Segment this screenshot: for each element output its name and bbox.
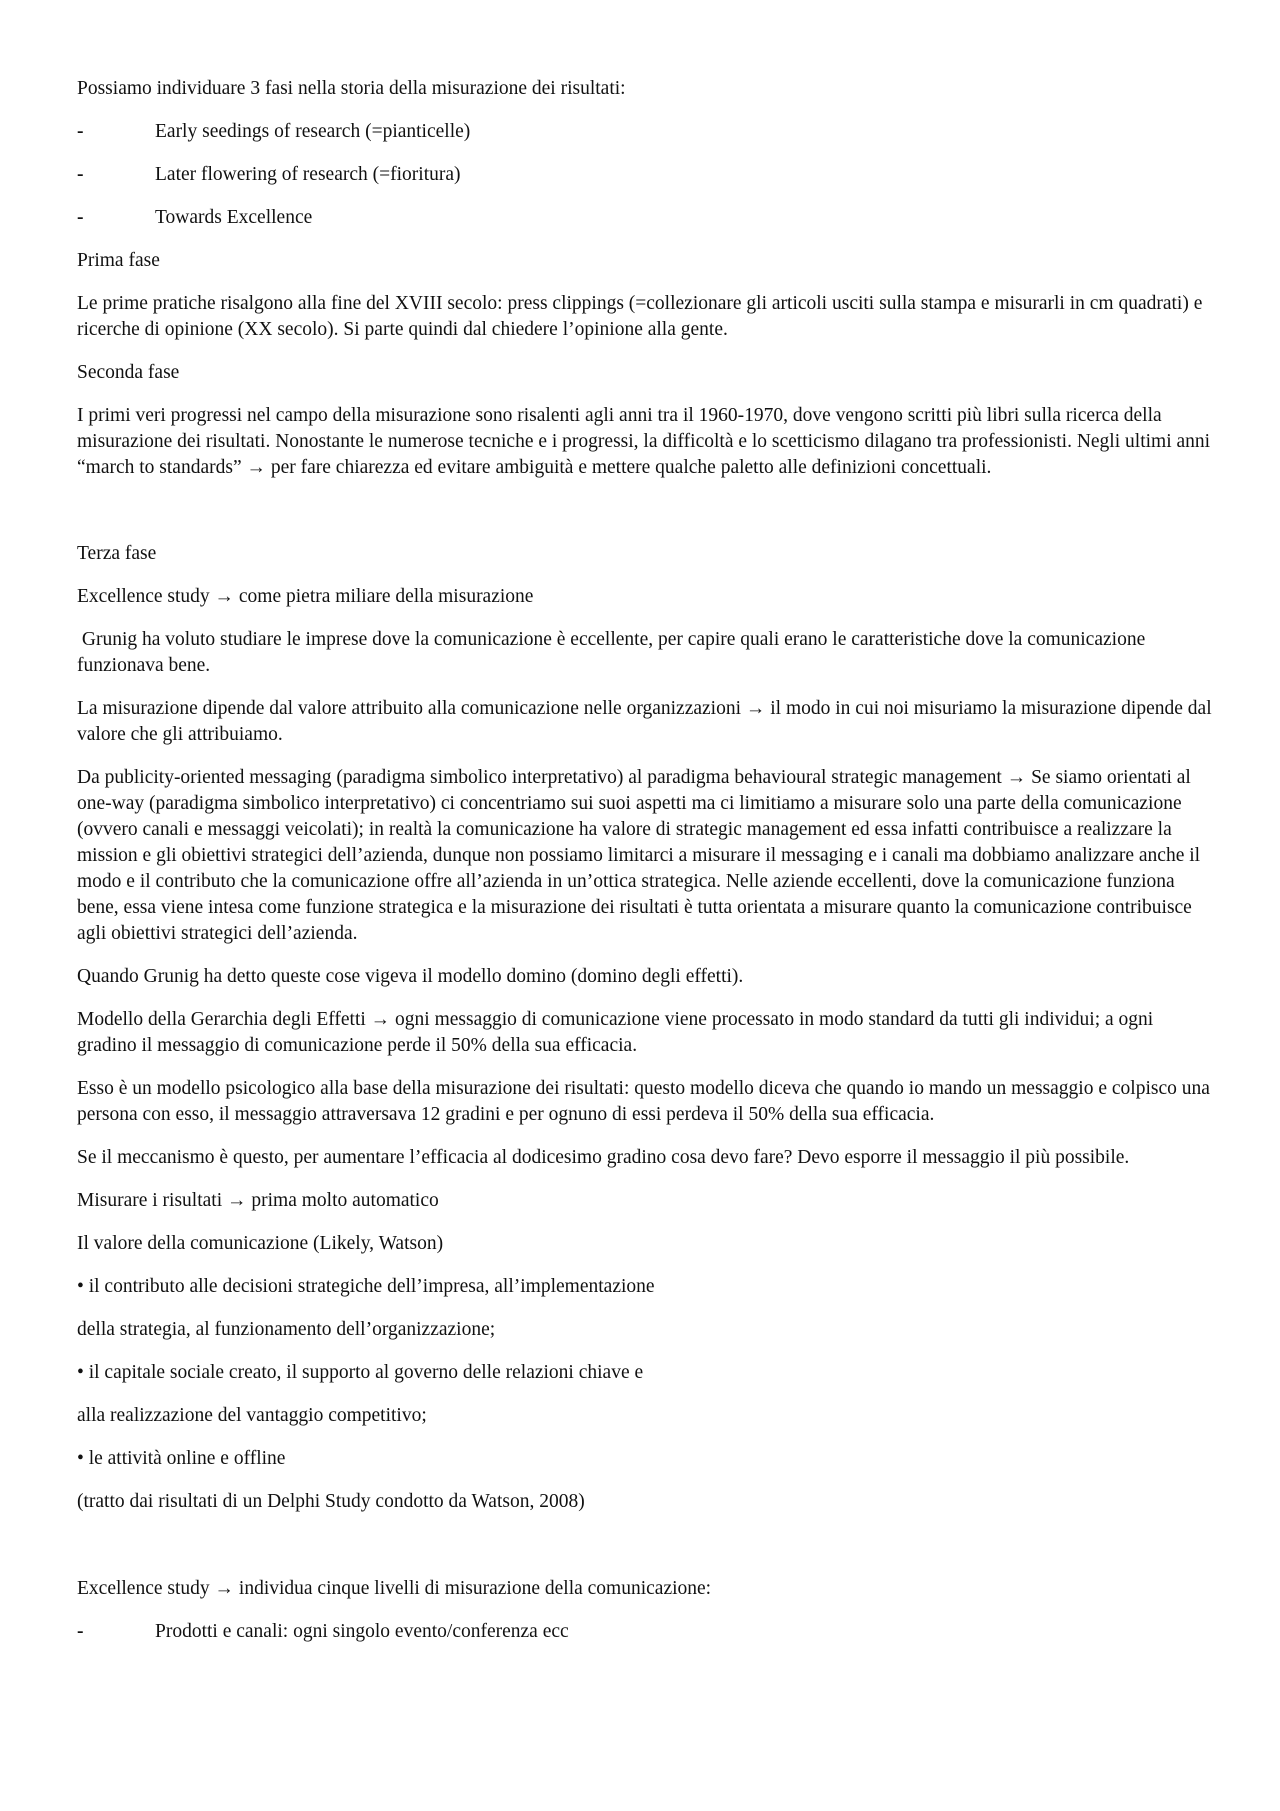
misurare-line: Misurare i risultati → prima molto automatico bbox=[77, 1190, 439, 1211]
bullet-line: • il capitale sociale creato, il supporto al governo delle relazioni chiave e bbox=[77, 1362, 644, 1383]
misurazione-paragraph: La misurazione dipende dal valore attribuito alla comunicazione nelle organizzazioni → il modo in cui noi misuriamo la misurazione dipende dal valore che gli attribuiamo. bbox=[77, 698, 1212, 745]
list-item-text: Towards Excellence bbox=[155, 207, 313, 228]
terza-fase-heading: Terza fase bbox=[77, 543, 157, 564]
meccanismo-paragraph: Se il meccanismo è questo, per aumentare l’efficacia al dodicesimo gradino cosa devo fare? Devo esporre il messaggio il più possibile. bbox=[77, 1147, 1130, 1168]
list-dash: - bbox=[77, 121, 84, 142]
gerarchia-paragraph: Modello della Gerarchia degli Effetti → ogni messaggio di comunicazione viene processato in modo standard da tutti gli individui; a ogni gradino il messaggio di comunicazione perde il 50% della sua efficacia. bbox=[77, 1009, 1154, 1056]
bullet-continuation: della strategia, al funzionamento dell’organizzazione; bbox=[77, 1319, 496, 1340]
intro-paragraph: Possiamo individuare 3 fasi nella storia della misurazione dei risultati: bbox=[77, 78, 626, 99]
phase-list-item bbox=[77, 119, 1217, 145]
phase-list-item bbox=[77, 162, 1217, 188]
document-page bbox=[77, 76, 1217, 1662]
prima-fase-heading: Prima fase bbox=[77, 250, 160, 271]
blank-line bbox=[77, 498, 1217, 541]
list-item-text: Prodotti e canali: ogni singolo evento/conferenza ecc bbox=[155, 1621, 569, 1642]
level-list-item bbox=[77, 1619, 1217, 1645]
seconda-fase-paragraph: I primi veri progressi nel campo della misurazione sono risalenti agli anni tra il 1960-1970, dove vengono scritti più libri sulla ricerca della misurazione dei risultati. Nonostante le numerose tecniche e i progressi, la difficoltà e lo scetticismo dilagano tra professionisti. Negli ultimi anni “march to standards” → per fare chiarezza ed evitare ambiguità e mettere qualche paletto alle definizioni concettuali. bbox=[77, 405, 1211, 478]
domino-paragraph: Quando Grunig ha detto queste cose vigeva il modello domino (domino degli effetti). bbox=[77, 966, 744, 987]
prima-fase-paragraph: Le prime pratiche risalgono alla fine del XVIII secolo: press clippings (=collezionare gli articoli usciti sulla stampa e misurarli in cm quadrati) e ricerche di opinione (XX secolo). Si parte quindi dal chiedere l’opinione alla gente. bbox=[77, 293, 1203, 340]
delphi-note: (tratto dai risultati di un Delphi Study condotto da Watson, 2008) bbox=[77, 1491, 585, 1512]
list-dash: - bbox=[77, 207, 84, 228]
grunig-paragraph: Grunig ha voluto studiare le imprese dove la comunicazione è eccellente, per capire quali erano le caratteristiche dove la comunicazione funzionava bene. bbox=[77, 629, 1151, 676]
bullet-continuation: alla realizzazione del vantaggio competitivo; bbox=[77, 1405, 427, 1426]
livelli-line: Excellence study → individua cinque livelli di misurazione della comunicazione: bbox=[77, 1578, 712, 1599]
excellence-study-line: Excellence study → come pietra miliare della misurazione bbox=[77, 586, 534, 607]
phase-list-item bbox=[77, 205, 1217, 231]
list-item-text: Later flowering of research (=fioritura) bbox=[155, 164, 461, 185]
bullet-line: • le attività online e offline bbox=[77, 1448, 286, 1469]
psicologico-paragraph: Esso è un modello psicologico alla base della misurazione dei risultati: questo modello diceva che quando io mando un messaggio e colpisco una persona con esso, il messaggio attraversava 12 gradini e per ognuno di essi perdeva il 50% della sua efficacia. bbox=[77, 1078, 1210, 1125]
seconda-fase-heading: Seconda fase bbox=[77, 362, 180, 383]
list-dash: - bbox=[77, 164, 84, 185]
bullet-line: • il contributo alle decisioni strategiche dell’impresa, all’implementazione bbox=[77, 1276, 655, 1297]
list-item-text: Early seedings of research (=pianticelle) bbox=[155, 121, 471, 142]
blank-line bbox=[77, 1532, 1217, 1576]
list-dash: - bbox=[77, 1621, 84, 1642]
valore-heading: Il valore della comunicazione (Likely, Watson) bbox=[77, 1233, 444, 1254]
publicity-paragraph: Da publicity-oriented messaging (paradigma simbolico interpretativo) al paradigma behavioural strategic management → Se siamo orientati al one-way (paradigma simbolico interpretativo) ci concentriamo sui suoi aspetti ma ci limitiamo a misurare solo una parte della comunicazione (ovvero canali e messaggi veicolati); in realtà la comunicazione ha valore di strategic management ed essa infatti contribuisce a realizzare la mission e gli obiettivi strategici dell’azienda, dunque non possiamo limitarci a misurare il messaging e i canali ma dobbiamo analizzare anche il modo e il contributo che la comunicazione offre all’azienda in un’ottica strategica. Nelle aziende eccellenti, dove la comunicazione funziona bene, essa viene intesa come funzione strategica e la misurazione dei risultati è tutta orientata a misurare quanto la comunicazione contribuisce agli obiettivi strategici dell’azienda. bbox=[77, 767, 1201, 944]
